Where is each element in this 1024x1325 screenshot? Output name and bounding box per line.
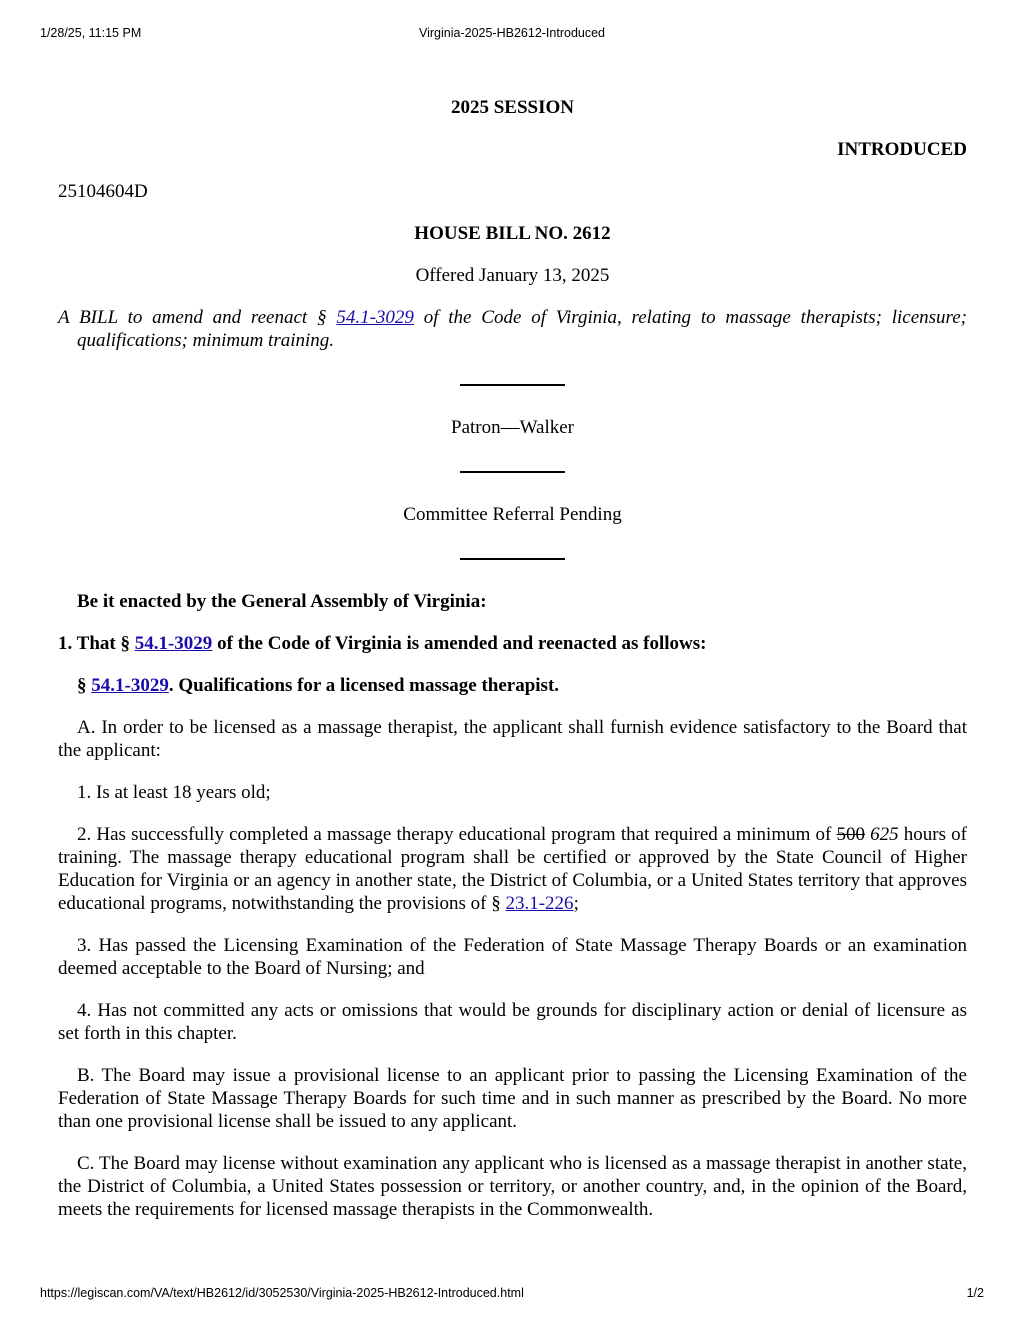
- item-1: 1. Is at least 18 years old;: [77, 782, 271, 803]
- bill-description: A BILL to amend and reenact § 54.1-3029 of the Code of Virginia, relating to massage therapists; licensure; qualifications; minimum training.: [58, 307, 967, 351]
- committee-status: Committee Referral Pending: [403, 504, 622, 525]
- item-3: 3. Has passed the Licensing Examination of the Federation of State Massage Therapy Boards or an examination deemed acceptable to the Board of Nursing; and: [58, 935, 967, 979]
- print-header: [40, 26, 984, 40]
- session-heading: 2025 SESSION: [450, 97, 575, 118]
- struck-text: 500: [836, 824, 865, 845]
- paragraph-a: A. In order to be licensed as a massage therapist, the applicant shall furnish evidence satisfactory to the Board that the applicant:: [58, 717, 967, 761]
- paragraph-c: C. The Board may license without examination any applicant who is licensed as a massage therapist in another state, the District of Columbia, a United States possession or territory, or another country, and, in the opinion of the Board, meets the requirements for licensed massage therapists in the Commonwealth.: [58, 1153, 967, 1220]
- paragraph-b: B. The Board may issue a provisional license to an applicant prior to passing the Licensing Examination of the Federation of State Massage Therapy Boards for such time and in such manner as prescribed by the Board. No more than one provisional license shall be issued to any applicant.: [58, 1065, 967, 1132]
- divider: [460, 384, 565, 386]
- patron: Patron—Walker: [451, 417, 574, 438]
- section-heading: § 54.1-3029. Qualifications for a licensed massage therapist.: [77, 675, 560, 696]
- inserted-text: 625: [870, 824, 899, 845]
- code-section-link[interactable]: 54.1-3029: [134, 633, 213, 654]
- print-footer: [40, 1286, 984, 1300]
- lis-number: 25104604D: [58, 181, 148, 202]
- bill-number: HOUSE BILL NO. 2612: [414, 223, 611, 244]
- code-section-link[interactable]: 23.1-226: [505, 893, 574, 914]
- page-number: 1/2: [966, 1286, 984, 1300]
- clause-1: 1. That § 54.1-3029 of the Code of Virginia is amended and reenacted as follows:: [58, 633, 707, 654]
- bill-content: [58, 96, 967, 1221]
- divider: [460, 558, 565, 560]
- item-2: 2. Has successfully completed a massage therapy educational program that required a minimum of 500 625 hours of training. The massage therapy educational program shall be certified or approved by the State Council of Higher Education for Virginia or an agency in another state, the District of Columbia, or a United States territory that approves educational programs, notwithstanding the provisions of § 23.1-226;: [58, 824, 967, 914]
- code-section-link[interactable]: 54.1-3029: [336, 307, 414, 328]
- print-datetime: 1/28/25, 11:15 PM: [40, 26, 142, 40]
- enactment-clause: Be it enacted by the General Assembly of Virginia:: [77, 591, 487, 612]
- print-url: https://legiscan.com/VA/text/HB2612/id/3052530/Virginia-2025-HB2612-Introduced.html: [40, 1286, 524, 1300]
- item-4: 4. Has not committed any acts or omissions that would be grounds for disciplinary action or denial of licensure as set forth in this chapter.: [58, 1000, 967, 1044]
- offered-date: Offered January 13, 2025: [415, 265, 610, 286]
- print-doc-title: Virginia-2025-HB2612-Introduced: [419, 26, 605, 40]
- code-section-link[interactable]: 54.1-3029: [91, 675, 169, 696]
- status-heading: INTRODUCED: [837, 139, 967, 160]
- divider: [460, 471, 565, 473]
